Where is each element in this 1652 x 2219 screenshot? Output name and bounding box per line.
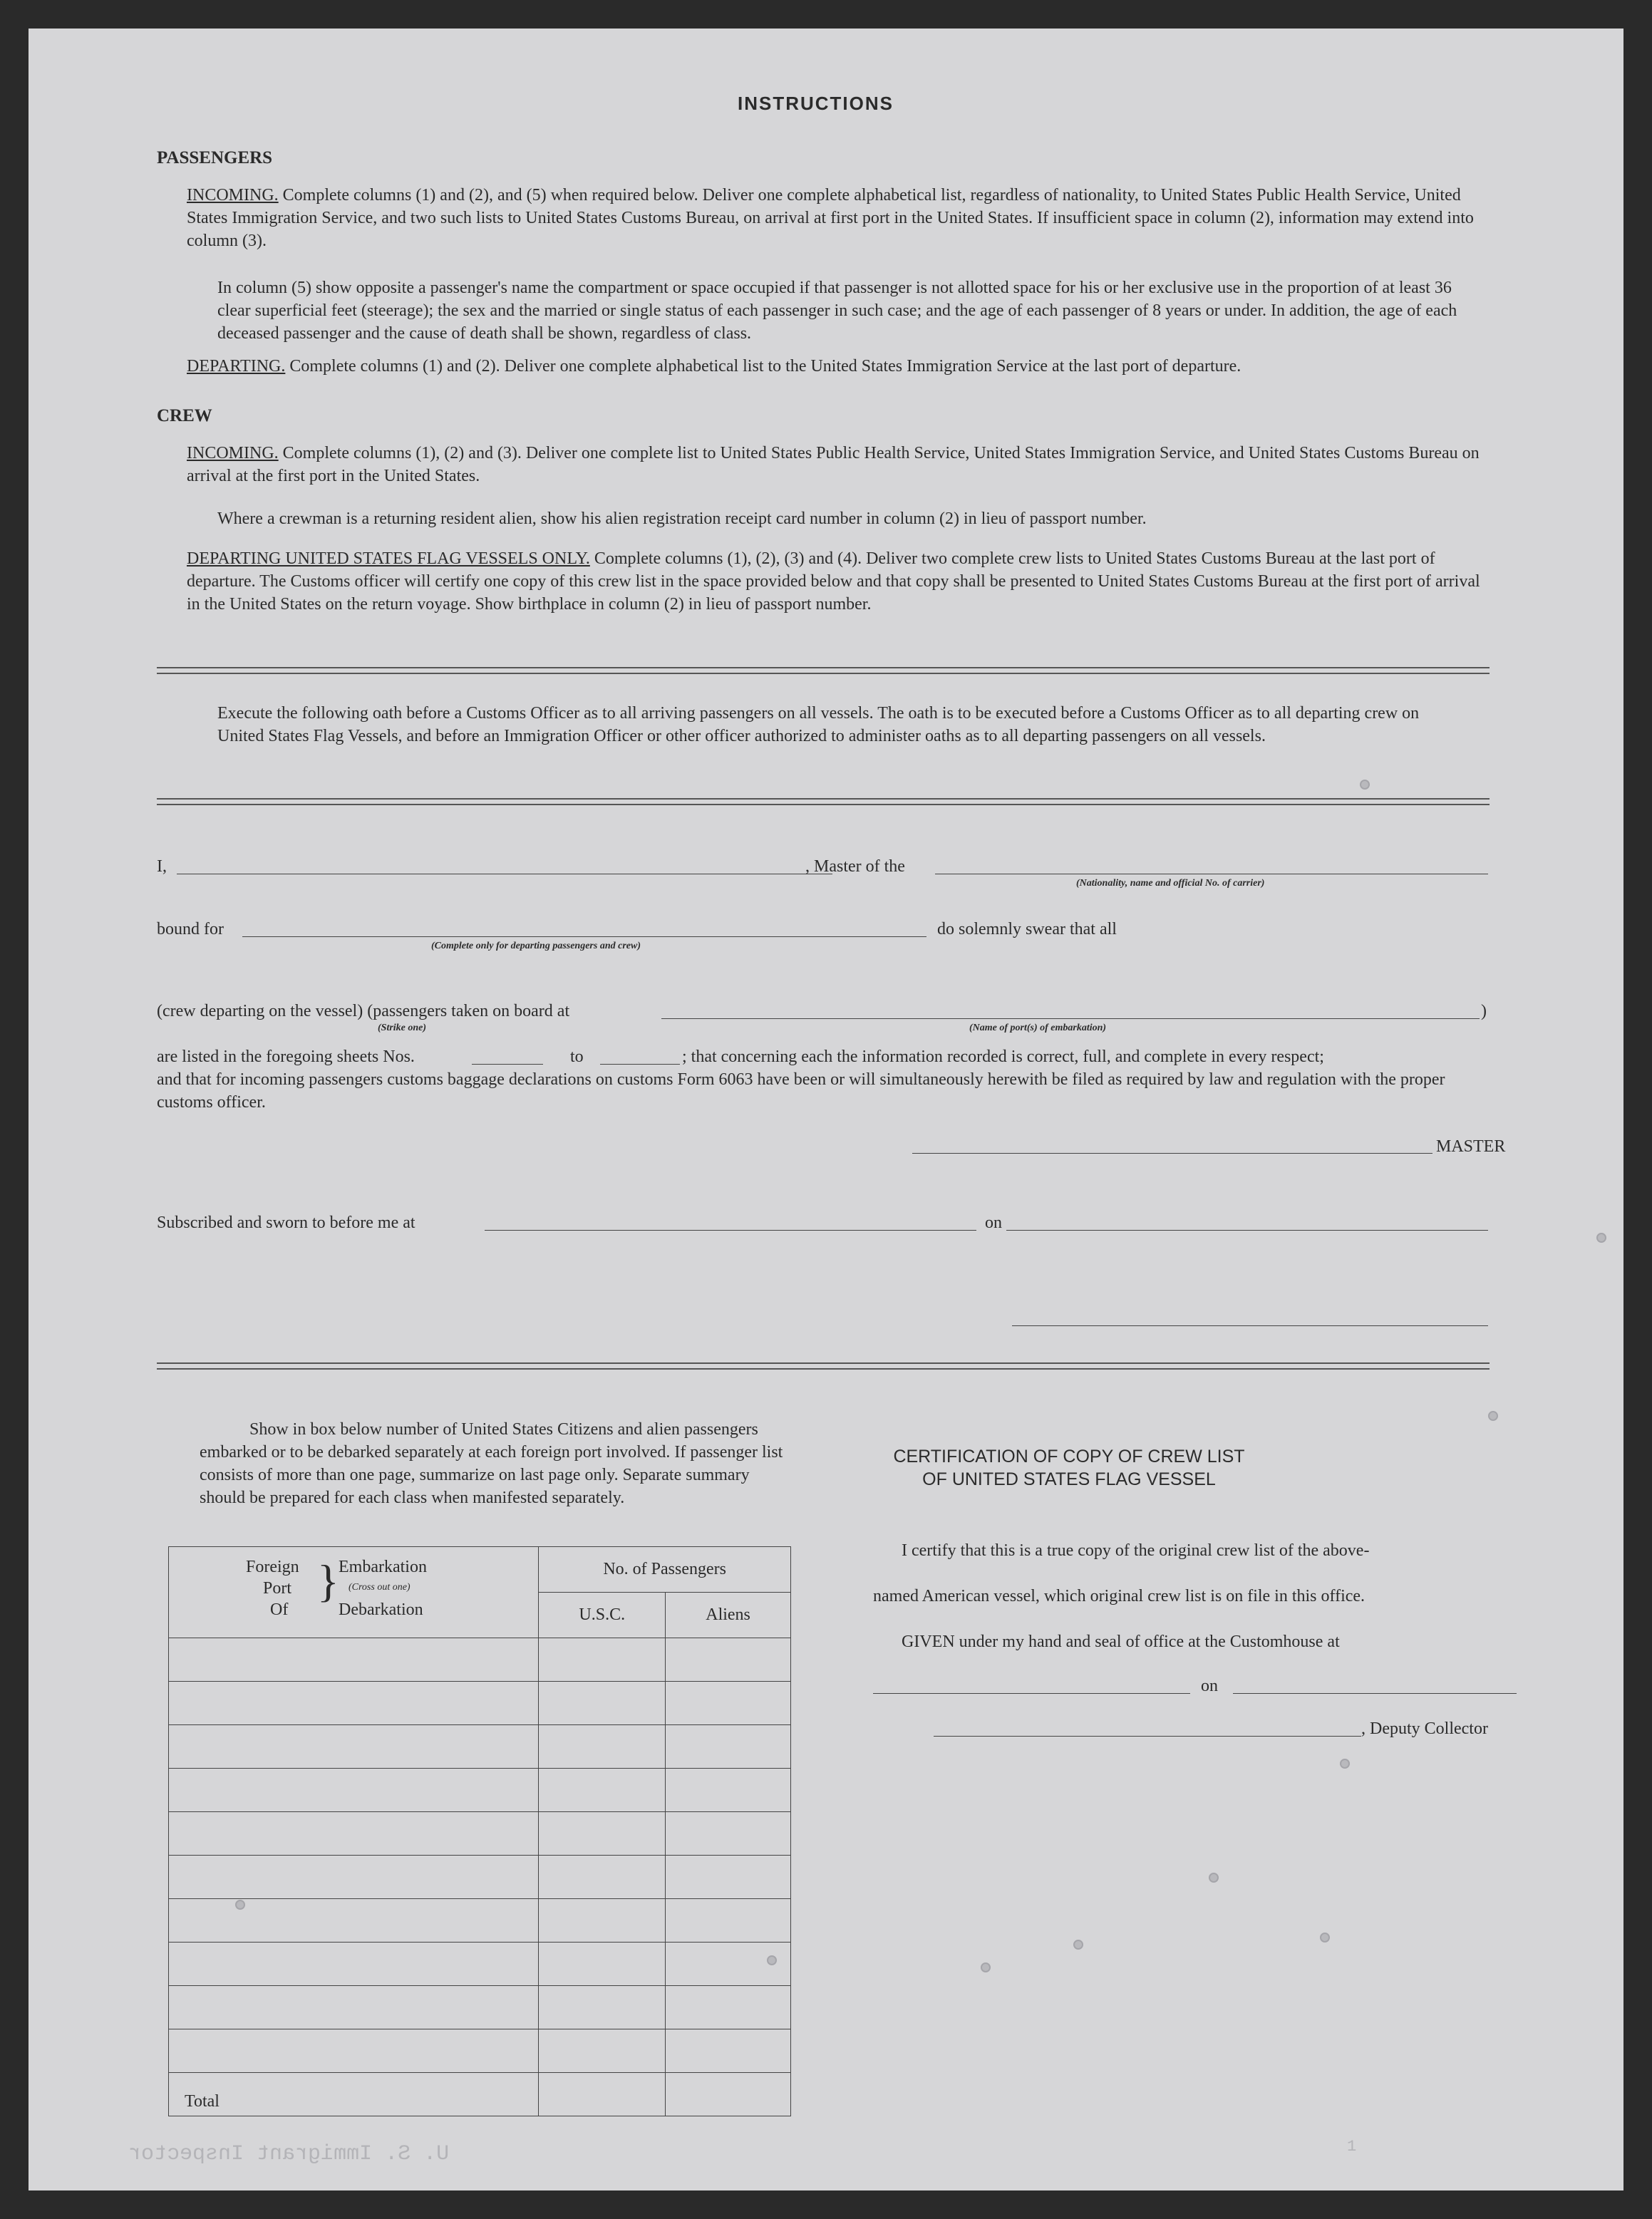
usc-cell[interactable] [539,1638,666,1681]
scan-speck [1340,1759,1350,1769]
aliens-cell[interactable] [666,2029,791,2072]
deputy-signature-field[interactable] [934,1736,1361,1737]
master-label: MASTER [1436,1137,1506,1156]
subscribed-label: Subscribed and sworn to before me at [157,1214,415,1232]
usc-cell[interactable] [539,1855,666,1898]
port-cell[interactable] [169,1681,539,1724]
passengers-incoming-text: Complete columns (1) and (2), and (5) when required below. Deliver one complete alphabetical list, regardless of nationality, to United States Public Health Service, United States Immigration Service, and two such lists to United States Customs Bureau, on arrival at first port in the United States. If insufficient space in column (2), information may extend into column (3). [187,186,1474,250]
scan-speck [1360,780,1370,790]
deputy-collector-label: , Deputy Collector [1361,1719,1488,1738]
crew-departing-text: Complete columns (1), (2), (3) and (4). Deliver two complete crew lists to United States Customs Bureau at the last port of departure. The Customs officer will certify one copy of this crew list in the space provided below and that copy shall be presented to United States Customs Bureau at the first port of arrival in the United States on the return voyage. Show birthplace in column (2) in lieu of passport number. [187,549,1480,614]
carrier-note: (Nationality, name and official No. of carrier) [1076,878,1265,889]
certification-title-line1: CERTIFICATION OF COPY OF CREW LIST [893,1447,1245,1467]
no-passengers-header: No. of Passengers [539,1547,791,1593]
subscribed-date-field[interactable] [1006,1230,1488,1231]
aliens-header: Aliens [666,1592,791,1638]
strike-one-note: (Strike one) [378,1023,427,1033]
subscribed-place-field[interactable] [485,1230,976,1231]
baggage-declaration-text: and that for incoming passengers customs baggage declarations on customs Form 6063 have been or will simultaneously herewith be filed as required by law and regulation with the proper customs officer. [157,1070,1445,1112]
summary-instructions: Show in box below number of United States Citizens and alien passengers embarked or to be debarked separately at each foreign port involved. If passenger list consists of more than one page, summarize on last page only. Separate summary should be prepared for each class when manifested separately. [200,1420,783,1507]
inspector-stamp-bleed: U. S. Immigrant Inspector [128,2142,450,2166]
scan-speck [1209,1873,1219,1883]
port-cell[interactable] [169,1724,539,1768]
aliens-cell[interactable] [666,1985,791,2029]
scan-speck [767,1955,777,1965]
of-label: Of [270,1600,289,1620]
total-label: Total [185,2092,220,2111]
listed-to-label: to [570,1048,584,1066]
brace-glyph: } [317,1556,339,1607]
swear-text: do solemnly swear that all [937,920,1117,938]
embarkation-label: Embarkation [339,1558,427,1577]
port-label: Port [263,1579,292,1598]
bound-for-field[interactable] [242,936,926,937]
page-number-bleed: 1 [1347,2138,1357,2156]
bound-for-label: bound for [157,920,224,938]
port-cell[interactable] [169,1985,539,2029]
aliens-cell[interactable] [666,1638,791,1681]
oath-i-label: I, [157,857,167,876]
crew-incoming-paragraph [187,442,1484,487]
usc-cell[interactable] [539,2029,666,2072]
certify-line-2: named American vessel, which original crew list is on file in this office. [873,1587,1366,1605]
cross-out-note: (Cross out one) [349,1582,411,1593]
aliens-cell[interactable] [666,1768,791,1811]
crew-departing-label: (crew departing on the vessel) (passengers taken on board at [157,1002,570,1020]
crew-departing-label: DEPARTING UNITED STATES FLAG VESSELS ONLY. [187,549,590,568]
usc-cell[interactable] [539,1898,666,1942]
passengers-heading: PASSENGERS [157,148,273,167]
aliens-cell[interactable] [666,1855,791,1898]
close-paren: ) [1481,1002,1487,1020]
aliens-cell[interactable] [666,1898,791,1942]
passengers-incoming-label: INCOMING. [187,186,279,205]
usc-cell[interactable] [539,1768,666,1811]
aliens-total-cell[interactable] [666,2072,791,2116]
crew-resident-paragraph: Where a crewman is a returning resident alien, show his alien registration receipt card number in column (2) in lieu of passport number. [217,510,1147,528]
usc-total-cell[interactable] [539,2072,666,2116]
passengers-departing-paragraph [187,355,1484,378]
usc-cell[interactable] [539,1985,666,2029]
scan-speck [1320,1933,1330,1943]
scan-speck [1596,1233,1606,1243]
total-label-cell [169,2072,539,2116]
listed-sheets-text: are listed in the foregoing sheets Nos. [157,1048,415,1066]
crew-incoming-label: INCOMING. [187,444,279,462]
passengers-departing-text: Complete columns (1) and (2). Deliver one complete alphabetical list to the United States Immigration Service at the last port of departure. [289,357,1241,376]
oath-divider [157,798,1490,805]
scan-speck [1073,1940,1083,1950]
ports-note: (Name of port(s) of embarkation) [969,1023,1107,1033]
usc-cell[interactable] [539,1811,666,1855]
certification-on-label: on [1201,1677,1218,1695]
passengers-incoming-paragraph [187,184,1484,252]
aliens-cell[interactable] [666,1724,791,1768]
passengers-departing-label: DEPARTING. [187,357,286,376]
master-signature-field[interactable] [912,1153,1432,1154]
usc-cell[interactable] [539,1942,666,1985]
port-cell[interactable] [169,1942,539,1985]
listed-correct-text: ; that concerning each the information recorded is correct, full, and complete in every respect; [682,1048,1324,1066]
passenger-summary-box [168,1546,791,2116]
crew-heading: CREW [157,406,212,425]
port-cell[interactable] [169,1898,539,1942]
oath-intro-paragraph: Execute the following oath before a Customs Officer as to all arriving passengers on all vessels. The oath is to be executed before a Customs Officer as to all departing crew on United States Flag Vessels, and before an Immigration Officer or other officer authorized to administer oaths as to all departing passengers on all vessels. [217,704,1420,745]
page-title: INSTRUCTIONS [738,93,894,114]
crew-departing-paragraph [187,547,1484,616]
officer-signature-field[interactable] [1012,1325,1488,1326]
port-cell[interactable] [169,1811,539,1855]
given-text: GIVEN under my hand and seal of office at the Customhouse at [902,1633,1340,1651]
subscribed-on-label: on [985,1214,1002,1232]
usc-header: U.S.C. [539,1592,666,1638]
document-page [29,29,1623,2190]
embarkation-ports-field[interactable] [661,1018,1480,1019]
port-cell[interactable] [169,1768,539,1811]
port-header-cell [169,1547,539,1638]
bound-for-note: (Complete only for departing passengers and crew) [431,941,641,951]
usc-cell[interactable] [539,1681,666,1724]
aliens-cell[interactable] [666,1811,791,1855]
passengers-column5-paragraph: In column (5) show opposite a passenger's name the compartment or space occupied if that passenger is not allotted space for his or her exclusive use in the proportion of at least 36 clear superficial feet (steerage); the sex and the married or single status of each passenger in such case; and the age of each passenger of 8 years or under. In addition, the age of each deceased passenger and the cause of death shall be shown, regardless of class. [217,279,1457,343]
port-cell[interactable] [169,1638,539,1681]
crew-incoming-text: Complete columns (1), (2) and (3). Deliver one complete list to United States Public Health Service, United States Immigration Service, and United States Customs Bureau on arrival at the first port in the United States. [187,444,1480,485]
certify-line-1: I certify that this is a true copy of the original crew list of the above- [902,1541,1370,1560]
scan-speck [1488,1411,1498,1421]
usc-cell[interactable] [539,1724,666,1768]
certification-title [869,1445,1269,1491]
customhouse-field[interactable] [873,1693,1190,1694]
certification-title-line2: OF UNITED STATES FLAG VESSEL [922,1469,1216,1489]
foreign-label: Foreign [246,1558,299,1577]
scan-speck [981,1962,991,1972]
certification-date-field[interactable] [1233,1693,1517,1694]
master-of-the-label: , Master of the [805,857,905,876]
sheet-to-field[interactable] [600,1064,680,1065]
port-cell[interactable] [169,1855,539,1898]
aliens-cell[interactable] [666,1681,791,1724]
sheet-from-field[interactable] [472,1064,543,1065]
certification-divider [157,1362,1490,1370]
section-divider [157,667,1490,674]
scan-speck [235,1900,245,1910]
port-cell[interactable] [169,2029,539,2072]
debarkation-label: Debarkation [339,1600,423,1620]
